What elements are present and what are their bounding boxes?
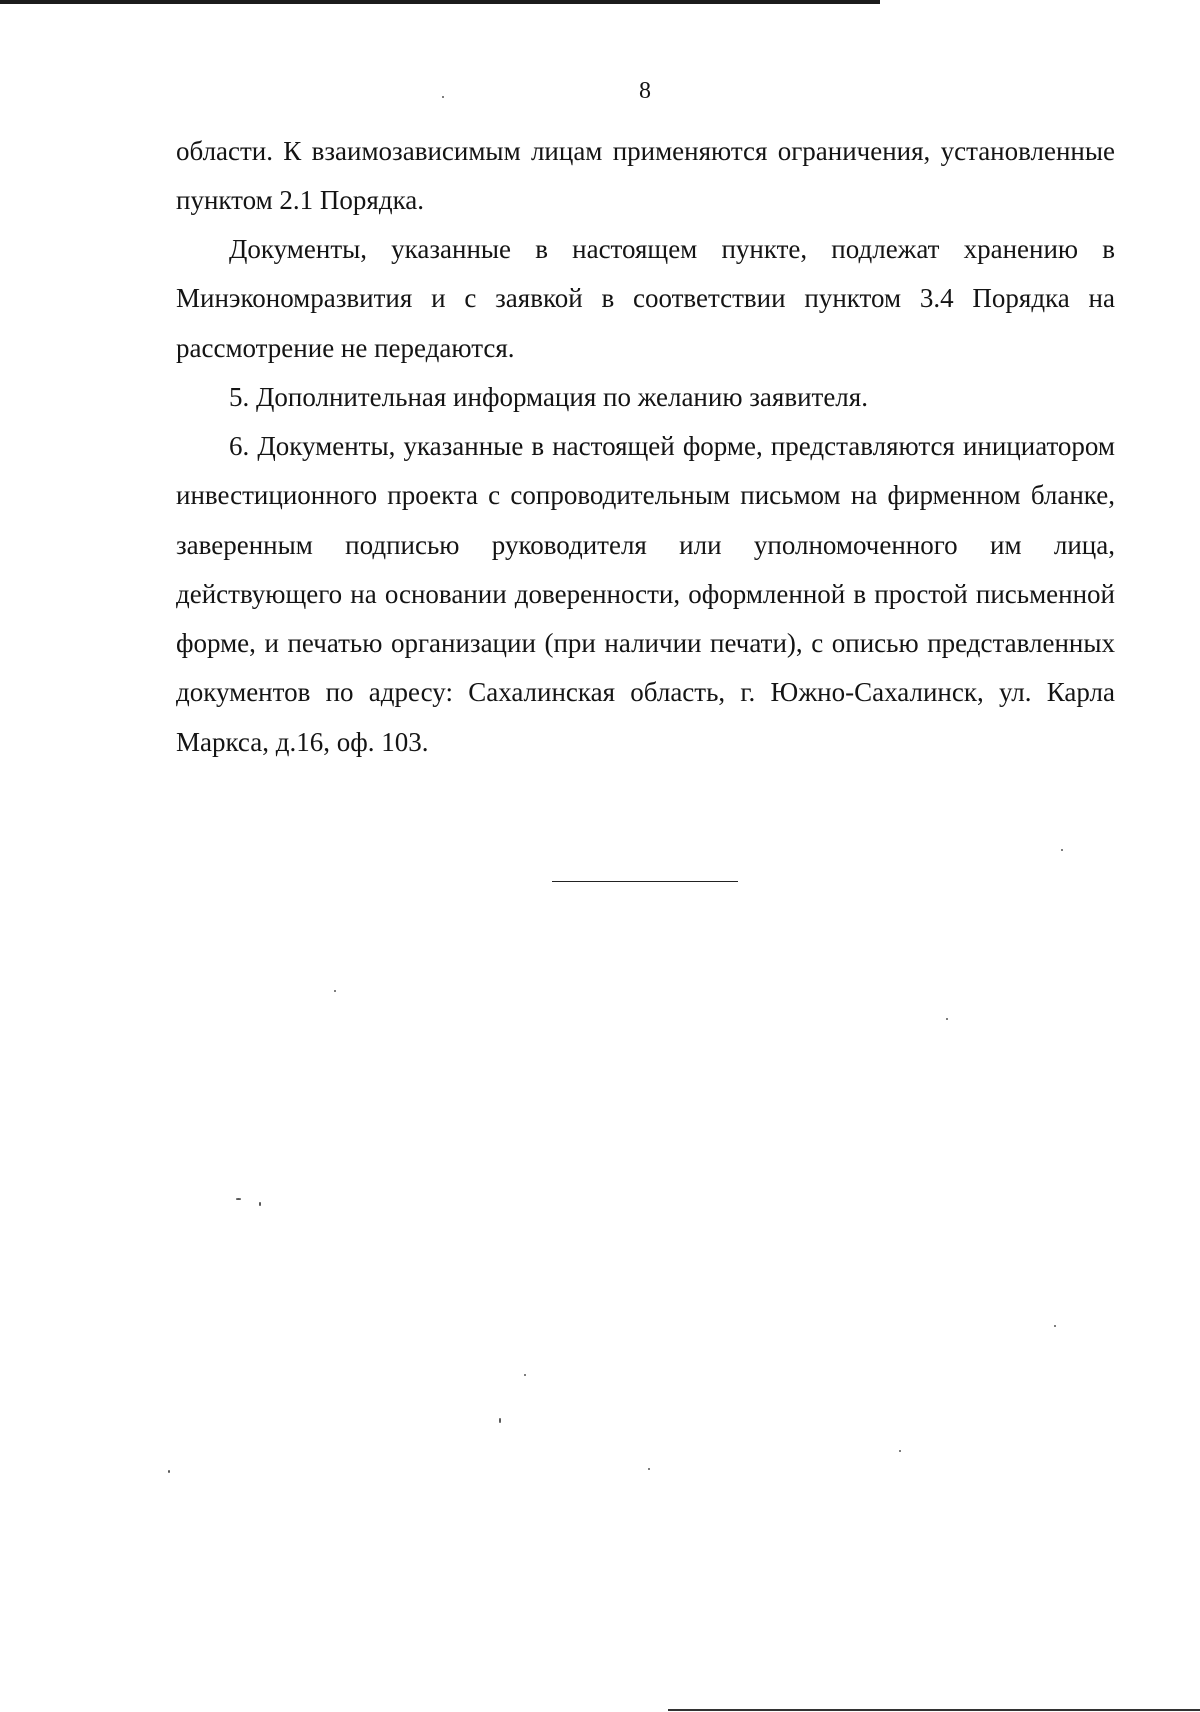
scan-speck	[946, 1018, 948, 1020]
scan-speck	[168, 1470, 170, 1473]
end-of-document-rule	[552, 881, 738, 882]
paragraph-continuation: области. К взаимозависимым лицам применяются ограничения, установленные пунктом 2.1 Порядка.	[176, 136, 1115, 216]
scan-speck	[499, 1418, 501, 1423]
scan-speck	[1054, 1325, 1056, 1327]
scan-speck	[524, 1374, 526, 1376]
page-number: 8	[639, 78, 651, 104]
scan-speck	[236, 1198, 241, 1200]
scan-speck	[899, 1450, 901, 1452]
scan-speck	[334, 990, 336, 992]
scan-speck	[648, 1468, 650, 1470]
scan-edge-bottom	[668, 1709, 1200, 1711]
scan-edge-top	[0, 0, 880, 4]
scan-speck	[442, 96, 444, 98]
scan-speck	[259, 1202, 261, 1206]
paragraph-item-5: 5. Дополнительная информация по желанию заявителя.	[229, 382, 868, 412]
scan-speck	[1061, 849, 1063, 851]
paragraph-item-6: 6. Документы, указанные в настоящей форме, представляются инициатором инвестиционного проекта с сопроводительным письмом на фирменном бланке, заверенным подписью руководителя или уполномоченного им лица, действующего на основании доверенности, оформленной в простой письменной форме, и печатью организации (при наличии печати), с описью представленных документов по адресу: Сахалинская область, г. Южно-Сахалинск, ул. Карла Маркса, д.16, оф. 103.	[176, 431, 1115, 757]
paragraph-documents-storage: Документы, указанные в настоящем пункте, подлежат хранению в Минэкономразвития и с заявкой в соответствии пунктом 3.4 Порядка на рассмотрение не передаются.	[176, 234, 1115, 363]
